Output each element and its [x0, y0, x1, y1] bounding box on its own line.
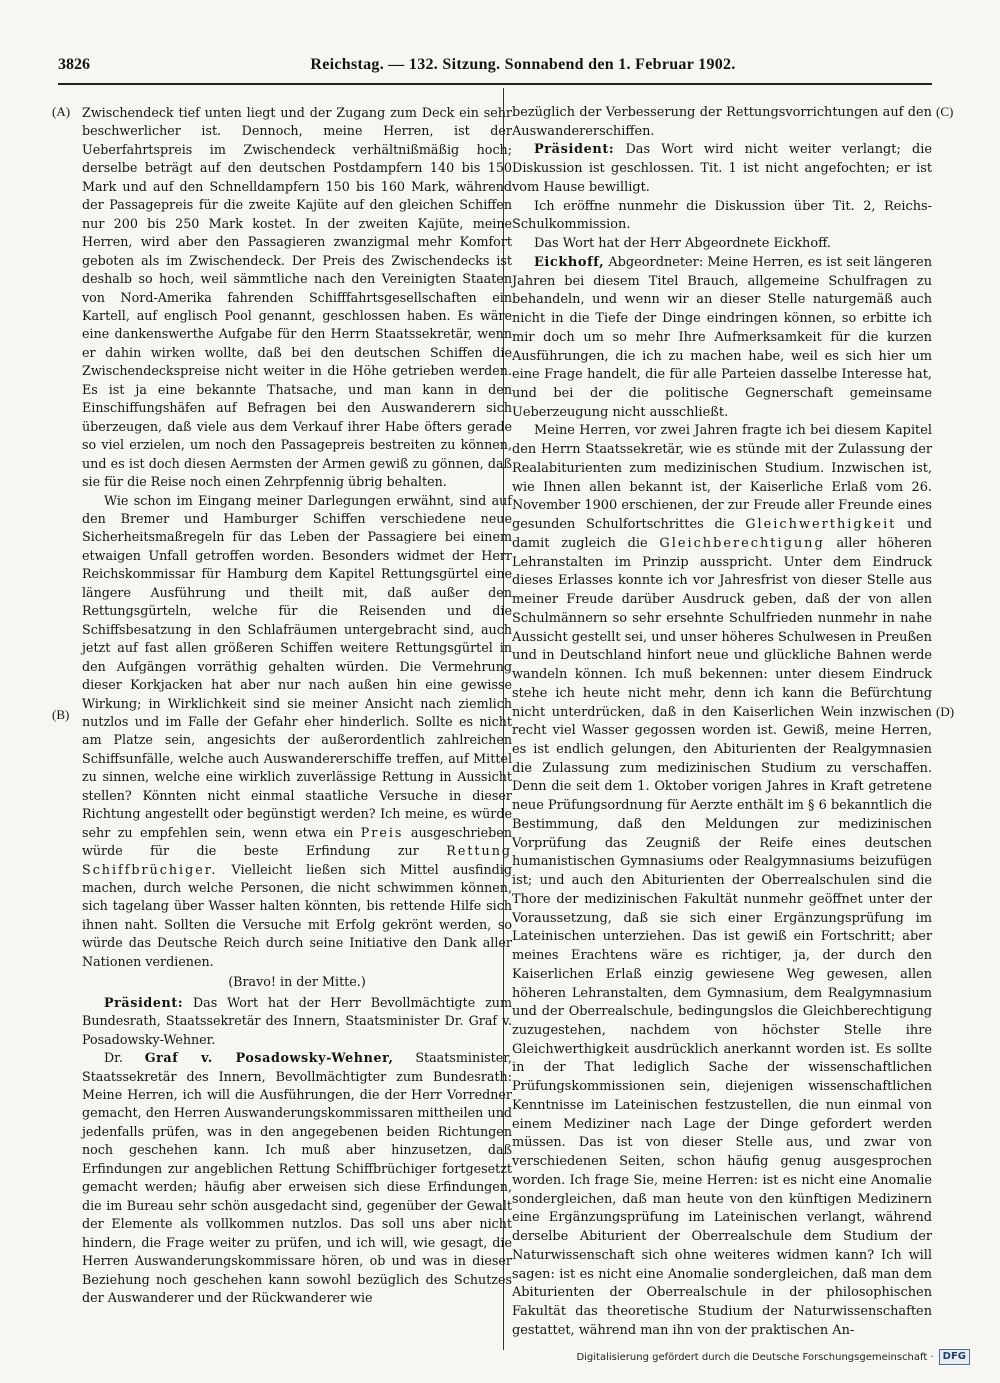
- paragraph: [512, 104, 932, 141]
- footer: [576, 1349, 970, 1365]
- speaker-name: Eickhoff,: [534, 254, 605, 270]
- footer-credit: Digitalisierung gefördert durch die Deutsche Forschungsgemeinschaft ·: [576, 1351, 934, 1363]
- spaced-emphasis: Rettung Schiffbrüchiger.: [82, 843, 512, 877]
- paragraph-text: Wie schon im Eingang meiner Darlegungen erwähnt, sind auf den Bremer und Hamburger Schiffen verschiedene neue Sicherheitsmaßregeln für das Leben der Passagiere bei einem etwaigen Unfall getroffen worden. Besonders widmet der Herr Reichskommissar für Hamburg dem Kapitel Rettungsgürtel eine längere Ausführung und theilt mit, daß außer den Rettungsgürteln, welche für die Reisenden und die Schiffsbesatzung in den Schlafräumen untergebracht sind, auch jetzt auf fast allen größeren Schiffen weitere Rettungsgürtel in den Aufgängen vorräthig gehalten würden. Die Vermehrung dieser Korkjacken hat aber nur nach außen hin eine gewisse Wirkung; in Wirklichkeit sind sie meiner Ansicht nach ziemlich nutzlos und im Falle der Gefahr eher hinderlich. Sollte es nicht am Platze sein, angesichts der außerordentlich zahlreichen Schiffsunfälle, welche auch Auswandererschiffe treffen, auf Mittel zu sinnen, welche eine wirklich zuverlässige Rettung in Aussicht stellen? Könnten nicht einmal staatliche Versuche in dieser Richtung angestellt oder begünstigt werden? Ich meine, es würde sehr zu empfehlen sein, wenn etwa ein: [82, 492, 512, 840]
- paragraph: [512, 254, 932, 423]
- paragraph-text: Zwischendeck tief unten liegt und der Zugang zum Deck ein sehr beschwerlicher ist. Dennoch, meine Herren, ist der Ueberfahrtspreis im Zwischendeck verhältnißmäßig hoch; derselbe beträgt auf den deutschen Postdampfern 140 bis 150 Mark und auf den Schnelldampfern 150 bis 160 Mark, während der Passagepreis für die zweite Kajüte auf den gleichen Schiffen nur 200 bis 250 Mark kostet. In der zweiten Kajüte, meine Herren, wird aber den Passagieren zwanzigmal mehr Komfort geboten als im Zwischendeck. Der Preis des Zwischendecks ist deshalb so hoch, weil sämmtliche nach den Vereinigten Staaten von Nord-Amerika fahrenden Schifffahrtsgesellschaften ein Kartell, auf englisch Pool genannt, geschlossen haben. Es wäre eine dankenswerthe Aufgabe für den Herrn Staatssekretär, wenn er dahin wirken wollte, daß bei den deutschen Schiffen die Zwischendeckspreise nicht weiter in die Höhe getrieben werden. Es ist ja eine bekannte Thatsache, und man kann in den Einschiffungshäfen auf Befragen bei den Auswanderern sich überzeugen, daß viele aus dem Verkauf ihrer Habe öfters gerade so viel erzielen, um noch den Passagepreis bestreiten zu können, und es ist doch diesen Aermsten der Armen gewiß zu gönnen, daß sie für die Reise noch einen Zehrpfennig übrig behalten.: [82, 105, 512, 490]
- paragraph: [512, 235, 932, 254]
- paragraph-text: bezüglich der Verbesserung der Rettungsvorrichtungen auf den Auswandererschiffen.: [512, 105, 932, 139]
- paragraph: [82, 492, 512, 972]
- paragraph: [82, 1049, 512, 1307]
- paragraph-text: Das Wort hat der Herr Bevollmächtigte zum Bundesrath, Staatssekretär des Innern, Staatsminister Dr. Graf v. Posadowsky-Wehner.: [82, 994, 512, 1047]
- paragraph-text: ausgeschrieben würde für die beste Erfindung zur: [82, 824, 512, 859]
- applause-note: (Bravo! in der Mitte.): [228, 974, 366, 990]
- paragraph-text: aller höheren Lehranstalten im Prinzip ausspricht. Unter dem Eindruck dieses Erlasses konnte ich vor Jahresfrist von dieser Stelle aus meiner Freude darüber Ausdruck geben, daß der von allen Schulmännern so sehr ersehnte Schulfrieden nunmehr in nahe Aussicht gestellt sei, und unser höheres Schulwesen in Preußen und in Deutschland hinfort neue und glückliche Bahnen werde wandeln können. Ich muß bekennen: unter diesem Eindruck stehe ich heute nicht mehr, denn ich kann die Befürchtung nicht unterdrücken, daß in den Kaiserlichen Wein inzwischen recht viel Wasser gegossen worden ist. Gewiß, meine Herren, es ist endlich gelungen, den Abiturienten der Realgymnasien die Zulassung zum medizinischen Studium zu verschaffen. Denn die seit dem 1. Oktober vorigen Jahres in Kraft getretene neue Prüfungsordnung für Aerzte enthält im § 6 bekanntlich die Bestimmung, daß den Meldungen zur medizinischen Vorprüfung das Zeugniß der Reife eines deutschen humanistischen Gymnasiums oder Realgymnasiums beizufügen ist; und auch den Abiturienten der Oberrealschulen sind die Thore der medizinischen Fakultät nunmehr geöffnet unter der Voraussetzung, daß sie sich einer Ergänzungsprüfung im Lateinischen unterziehen. Das ist gewiß ein Fortschritt; aber meines Erachtens wäre es richtiger, ja, der durch den Kaiserlichen Erlaß einzig gewiesene Weg gewesen, allen höheren Lehranstalten, dem Gymnasium, dem Realgymnasium und der Oberrealschule, bedingungslos die Gleichberechtigung zuzugestehen, nachdem von höchster Stelle ihre Gleichwerthigkeit ausdrücklich anerkannt worden ist. Es sollte in der That lediglich Sache der wissenschaftlichen Prüfungskommissionen sein, diejenigen wissenschaftlichen Kenntnisse im Lateinischen festzustellen, die nun einmal von einem Mediziner nach Lage der Dinge gefordert werden müssen. Das ist von dieser Stelle aus, und zwar von verschiedenen Seiten, schon häufig genug ausgesprochen worden. Ich frage Sie, meine Herren: ist es nicht eine Anomalie sondergleichen, daß man heute von den künftigen Medizinern eine Ergänzungsprüfung im Lateinischen verlangt, während derselbe Abiturient der Oberrealschule dem Studium der Naturwissenschaft sich ohne weiteres widmen kann? Ich will sagen: ist es nicht eine Anomalie sondergleichen, daß man dem Abiturienten der Oberrealschule in der philosophischen Fakultät das theoretische Studium der Naturwissenschaften gestattet, während man ihn von der praktischen An-: [512, 535, 932, 1338]
- paragraph-text: Abgeordneter: Meine Herren, es ist seit längeren Jahren bei diesem Titel Brauch, allgemeine Schulfragen zu behandeln, und wenn wir an dieser Stelle naturgemäß auch nicht in die Tiefe der Dinge eindringen können, so erbitte ich mir doch um so mehr Ihre Aufmerksamkeit für die kurzen Ausführungen, die ich zu machen habe, weil es sich hier um eine Frage handelt, die für alle Parteien dasselbe Interesse hat, und bei der die politische Gegnerschaft gemeinsame Ueberzeugung nicht ausschließt.: [512, 254, 932, 420]
- spaced-emphasis: Gleichwerthigkeit: [745, 517, 897, 533]
- right-column: [512, 104, 932, 1340]
- page-header: [58, 56, 932, 80]
- paragraph: [82, 104, 512, 492]
- margin-marker-b: (B): [52, 707, 70, 722]
- paragraph-text: und damit zugleich die: [512, 517, 932, 551]
- paragraph: [512, 198, 932, 235]
- header-rule: [58, 83, 932, 85]
- paragraph-text: Staatsminister, Staatssekretär des Innern, Bevollmächtigter zum Bundesrath: Meine Herren, ich will die Ausführungen, die der Herr Vorredner gemacht, den Herren Auswanderungskommissaren mittheilen und jedenfalls prüfen, was in den angegebenen beiden Richtungen noch geschehen kann. Ich muß aber hinzusetzen, daß Erfindungen zur angeblichen Rettung Schiffbrüchiger fortgesetzt gemacht werden; häufig aber erweisen sich diese Erfindungen, die im Bureau sehr schön ausgedacht sind, gegenüber der Gewalt der Elemente als vollkommen nutzlos. Das soll uns aber nicht hindern, die Frage weiter zu prüfen, und ich will, wie gesagt, die Herren Auswanderungskommissare hören, ob und was in dieser Beziehung noch geschehen kann sowohl bezüglich des Schutzes der Auswanderer und der Rückwanderer wie: [82, 1050, 512, 1305]
- paragraph-text: Vielleicht ließen sich Mittel ausfindig machen, durch welche Personen, die nicht schwimmen können, sich tagelang über Wasser halten könnten, bis rettende Hilfe sich ihnen naht. Sollten die Versuche mit Erfolg gekrönt werden, so würde das Deutsche Reich durch seine Initiative den Dank aller Nationen verdienen.: [82, 861, 512, 969]
- running-head: Reichstag. — 132. Sitzung. Sonnabend den 1. Februar 1902.: [310, 56, 736, 73]
- paragraph: [512, 141, 932, 197]
- page-number: 3826: [58, 56, 90, 73]
- spaced-emphasis: Preis: [360, 824, 404, 840]
- left-column: [82, 104, 512, 1307]
- dfg-logo: DFG: [939, 1349, 970, 1365]
- speaker-name: Graf v. Posadowsky-Wehner,: [144, 1050, 394, 1066]
- paragraph: [512, 422, 932, 1340]
- paragraph: [82, 994, 512, 1049]
- spaced-emphasis: Gleichberechtigung: [659, 535, 825, 551]
- paragraph-text: Das Wort wird nicht weiter verlangt; die Diskussion ist geschlossen. Tit. 1 ist nicht angefochten; er ist vom Hause bewilligt.: [512, 142, 932, 195]
- paragraph-text: Meine Herren, vor zwei Jahren fragte ich bei diesem Kapitel den Herrn Staatssekretär, wie es stünde mit der Zulassung der Realabiturienten zum medizinischen Studium. Inzwischen ist, wie Ihnen allen bekannt ist, der Kaiserliche Erlaß vom 26. November 1900 erschienen, der zur Freude aller Freunde eines gesunden Schulfortschrittes die: [512, 423, 932, 533]
- margin-marker-a: (A): [52, 104, 71, 119]
- speaker-title: Dr.: [104, 1050, 123, 1066]
- paragraph-text: Ich eröffne nunmehr die Diskussion über Tit. 2, Reichs-Schulkommission.: [512, 198, 932, 233]
- speaker-name: Präsident:: [534, 142, 615, 158]
- paragraph-text: Das Wort hat der Herr Abgeordnete Eickhoff.: [534, 236, 831, 252]
- margin-marker-c: (C): [936, 104, 954, 119]
- margin-marker-d: (D): [936, 704, 955, 719]
- speaker-name: Präsident:: [104, 994, 184, 1010]
